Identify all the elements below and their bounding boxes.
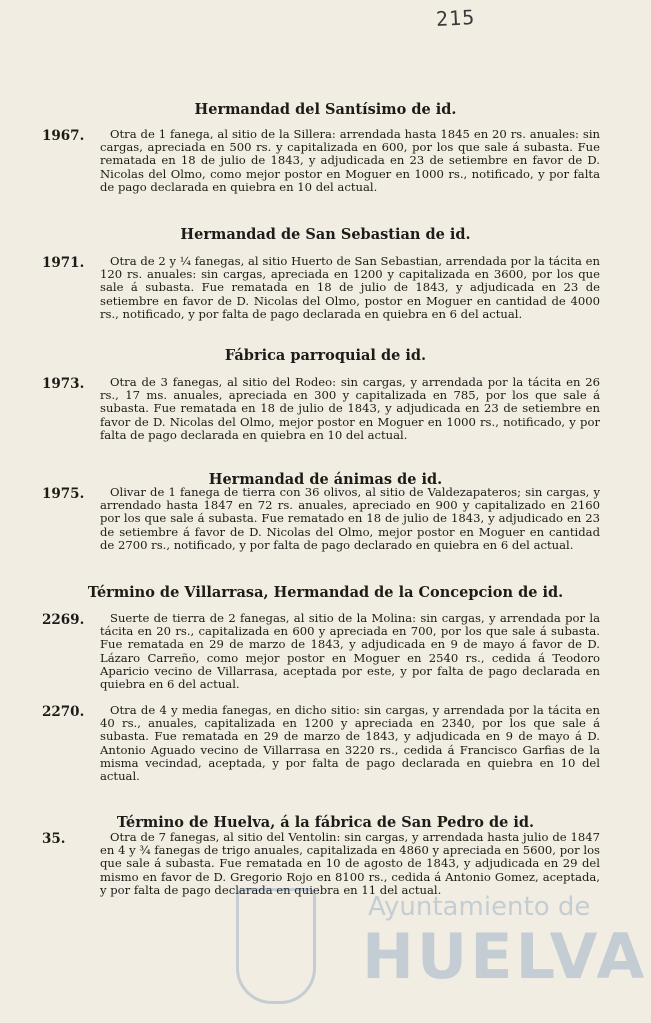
entry-text: Otra de 7 fanegas, al sitio del Ventolin: sin cargas, y arrendada hasta julio de 1847 en 4 y ¾ fanegas de trigo anuales, capitalizada en 4860 y apreciada en 5600, por los que sale á subasta. Fue rematada en 10 de agosto de 1843, y adjudicada en 29 del mismo en favor de D. Gregorio Rojo en 8100 rs., cedida á Antonio Gomez, aceptada, y por falta de pago declarada en quiebra en 11 del actual. [100,830,600,897]
entry-number: 1971. [42,255,85,271]
entry-text: Otra de 4 y media fanegas, en dicho sitio: sin cargas, y arrendada por la tácita en 40 rs., anuales, capitalizada en 1200 y apreciada en 2340, por los que sale á subasta. Fue rematada en 29 de marzo de 1843, y adjudicada en 9 de mayo á D. Antonio Aguado vecino de Villarrasa en 3220 rs., cedida á Francisco Garfias de la misma vecindad, aceptada, y por falta de pago declarada en quiebra en 10 del actual. [100,703,600,784]
entry-number: 2269. [42,612,85,628]
entry-number: 1967. [42,128,85,144]
section-title: Hermandad del Santísimo de id. [194,101,457,118]
entry-1973 [42,375,600,442]
entry-text: Suerte de tierra de 2 fanegas, al sitio de la Molina: sin cargas, y arrendada por la tácita en 20 rs., capitalizada en 600 y apreciada en 700, por los que sale á subasta. Fue rematada en 29 de marzo de 1843, y adjudicada en 9 de mayo á favor de D. Lázaro Carreño, como mejor postor en Moguer en 2540 rs., cedida á Teodoro Aparicio vecino de Villarrasa, aceptada por este, y por falta de pago declarada en quiebra en 6 del actual. [100,611,600,692]
entry-1975 [42,485,600,552]
section-title: Término de Huelva, á la fábrica de San Pedro de id. [116,814,535,831]
entry-number: 1975. [42,486,85,502]
entry-2269 [42,611,600,692]
section-title: Hermandad de ánimas de id. [208,471,443,488]
section-title: Fábrica parroquial de id. [224,347,427,364]
entry-number: 35. [42,831,66,847]
entry-2270 [42,703,600,784]
entry-text: Otra de 1 fanega, al sitio de la Sillera: arrendada hasta 1845 en 20 rs. anuales: sin cargas, apreciada en 500 rs. y capitalizada en 600, por los que sale á subasta. Fue rematada en 18 de julio de 1843, y adjudicada en 23 de setiembre en favor de D. Nicolas del Olmo, como mejor postor en Moguer en 1000 rs., notificado, y por falta de pago declarada en quiebra en 10 del actual. [100,127,600,194]
entry-number: 2270. [42,704,85,720]
shield-icon [236,888,316,1004]
section-title: Hermandad de San Sebastian de id. [180,226,471,243]
watermark-line2: HUELVA [362,920,648,993]
entry-1967 [42,127,600,194]
section-title: Término de Villarrasa, Hermandad de la Concepcion de id. [87,584,564,601]
entry-text: Otra de 2 y ¼ fanegas, al sitio Huerto de San Sebastian, arrendada por la tácita en 120 rs. anuales: sin cargas, apreciada en 1200 y capitalizada en 3600, por los que sale á subasta. Fue rematada en 18 de julio de 1843, y adjudicada en 23 de setiembre en favor de D. Nicolas del Olmo, postor en Moguer en cantidad de 4000 rs., notificado, y por falta de pago declarada en quiebra en 6 del actual. [100,254,600,321]
entry-text: Olivar de 1 fanega de tierra con 36 olivos, al sitio de Valdezapateros; sin cargas, y arrendado hasta 1847 en 72 rs. anuales, apreciado en 900 y capitalizado en 2160 por los que sale á subasta. Fue rematado en 18 de julio de 1843, y adjudicado en 23 de setiembre á favor de D. Nicolas del Olmo, mejor postor en Moguer en cantidad de 2700 rs., notificado, y por falta de pago declarado en quiebra en 6 del actual. [100,485,600,552]
entry-number: 1973. [42,376,85,392]
watermark-line1: Ayuntamiento de [368,892,591,922]
page-number: 215 [435,4,476,32]
entry-1971 [42,254,600,321]
watermark [236,878,648,1008]
entry-text: Otra de 3 fanegas, al sitio del Rodeo: sin cargas, y arrendada por la tácita en 26 rs., 17 ms. anuales, apreciada en 300 y capitalizada en 785, por los que sale á subasta. Fue rematada en 18 de julio de 1843, y adjudicada en 23 de setiembre en favor de D. Nicolas del Olmo, mejor postor en Moguer en 1000 rs., notificado, y por falta de pago declarada en quiebra en 10 del actual. [100,375,600,442]
